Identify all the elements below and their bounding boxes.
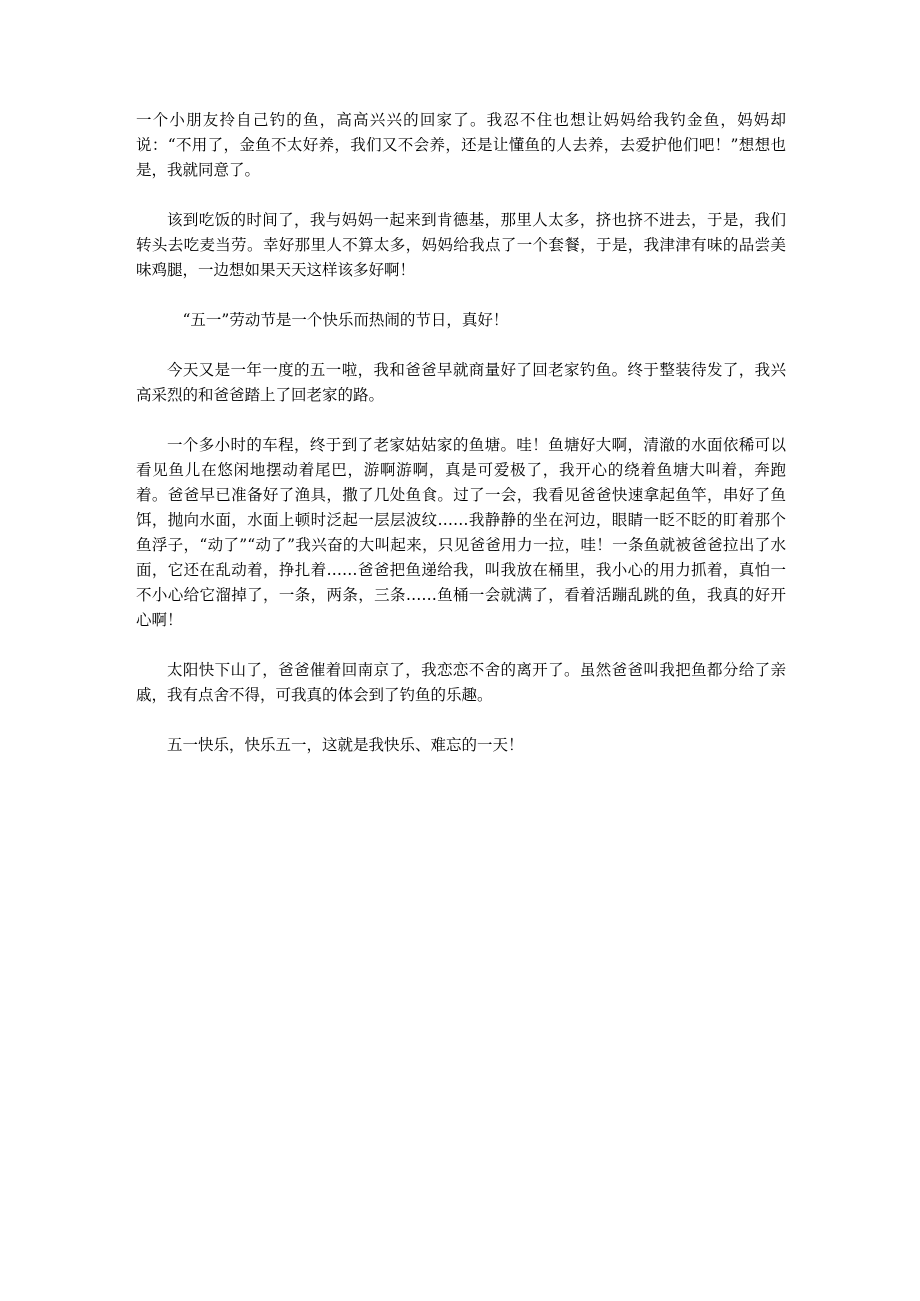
paragraph-4: 今天又是一年一度的五一啦，我和爸爸早就商量好了回老家钓鱼。终于整装待发了，我兴高采烈的和爸爸踏上了回老家的路。 [136,361,786,404]
paragraph-2: 该到吃饭的时间了，我与妈妈一起来到肯德基，那里人太多，挤也挤不进去，于是，我们转头去吃麦当劳。幸好那里人不算太多，妈妈给我点了一个套餐，于是，我津津有味的品尝美味鸡腿，一边想如果天天这样该多好啊！ [136,211,786,279]
paragraph-1: 一个小朋友拎自己钓的鱼，高高兴兴的回家了。我忍不住也想让妈妈给我钓金鱼，妈妈却说：“不用了，金鱼不太好养，我们又不会养，还是让懂鱼的人去养，去爱护他们吧！”想想也是，我就同意了。 [136,111,786,179]
paragraph-3: “五一”劳动节是一个快乐而热闹的节日，真好！ [182,311,509,329]
paragraph-5: 一个多小时的车程，终于到了老家姑姑家的鱼塘。哇！鱼塘好大啊，清澈的水面依稀可以看见鱼儿在悠闲地摆动着尾巴，游啊游啊，真是可爱极了，我开心的绕着鱼塘大叫着，奔跑着。爸爸早已准备好了渔具，撒了几处鱼食。过了一会，我看见爸爸快速拿起鱼竿，串好了鱼饵，抛向水面，水面上顿时泛起一层层波纹……我静静的坐在河边，眼睛一眨不眨的盯着那个鱼浮子，“动了”“动了”我兴奋的大叫起来，只见爸爸用力一拉，哇！一条鱼就被爸爸拉出了水面，它还在乱动着，挣扎着……爸爸把鱼递给我，叫我放在桶里，我小心的用力抓着，真怕一不小心给它溜掉了，一条，两条，三条……鱼桶一会就满了，看着活蹦乱跳的鱼，我真的好开心啊！ [136,436,786,629]
paragraph-6: 太阳快下山了，爸爸催着回南京了，我恋恋不舍的离开了。虽然爸爸叫我把鱼都分给了亲戚，我有点舍不得，可我真的体会到了钓鱼的乐趣。 [136,661,786,704]
paragraph-7: 五一快乐，快乐五一，这就是我快乐、难忘的一天！ [167,736,524,754]
document-body [136,108,786,783]
